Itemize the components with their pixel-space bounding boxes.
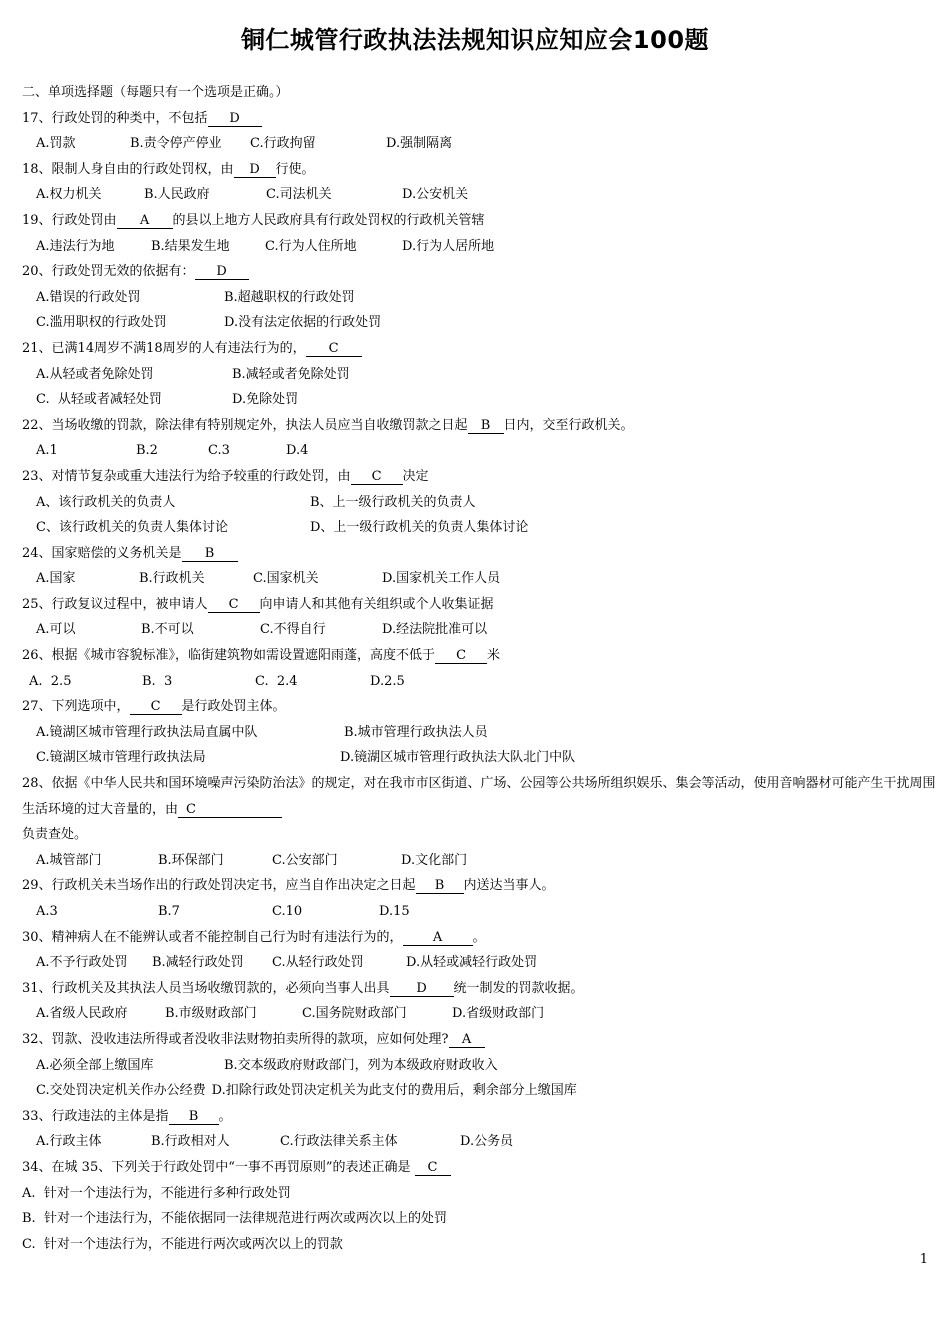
option-a: A、该行政机关的负责人 xyxy=(36,494,176,510)
question-22: 22、当场收缴的罚款，除法律有特别规定外，执法人员应当自收缴罚款之日起 B 日内，交至行政机关。 xyxy=(22,417,634,433)
option-d: D、上一级行政机关的负责人集体讨论 xyxy=(310,520,529,536)
option-c: C.从轻行政处罚 xyxy=(272,955,364,971)
answer-blank: C xyxy=(351,469,403,485)
question-30: 30、精神病人在不能辨认或者不能控制自己行为时有违法行为的， A 。 xyxy=(22,929,486,945)
options-27-cd xyxy=(22,745,937,771)
answer-blank: C xyxy=(208,597,260,613)
option-d: D.省级财政部门 xyxy=(452,1006,545,1022)
option-b: B、上一级行政机关的负责人 xyxy=(310,494,476,510)
question-32: 32、罚款、没收违法所得或者没收非法财物拍卖所得的款项，应如何处理? A xyxy=(22,1027,937,1053)
answer-blank: C xyxy=(306,341,362,357)
option-c: C.司法机关 xyxy=(266,187,332,203)
options-24 xyxy=(22,566,937,592)
options-21-ab xyxy=(22,362,937,388)
options-26 xyxy=(22,669,937,695)
option-b: B.超越职权的行政处罚 xyxy=(224,289,355,305)
option-b: B.结果发生地 xyxy=(151,238,230,254)
options-23-cd xyxy=(22,515,937,541)
option-a: A.权力机关 xyxy=(36,187,102,203)
options-29 xyxy=(22,899,937,925)
option-d: D.文化部门 xyxy=(401,852,468,868)
answer-blank: B xyxy=(169,1109,219,1125)
question-33: 33、行政违法的主体是指 B 。 xyxy=(22,1108,232,1124)
option-b: B.责令停产停业 xyxy=(130,136,222,152)
option-b: B.减轻行政处罚 xyxy=(152,955,244,971)
option-a: A.错误的行政处罚 xyxy=(36,289,141,305)
option-a: A.从轻或者免除处罚 xyxy=(36,366,154,382)
answer-blank: C xyxy=(178,802,282,818)
option-c: C.国务院财政部门 xyxy=(302,1006,407,1022)
option-d: D.免除处罚 xyxy=(232,392,299,408)
options-18 xyxy=(22,182,937,208)
page-number: 1 xyxy=(919,1252,928,1267)
option-c: C. 2.4 xyxy=(255,673,298,689)
options-21-cd xyxy=(22,387,937,413)
option-d: D.公安机关 xyxy=(402,187,469,203)
option-b: B.行政相对人 xyxy=(151,1134,230,1150)
option-d: D.镜湖区城市管理行政执法大队北门中队 xyxy=(340,750,576,766)
question-23: 23、对情节复杂或重大违法行为给予较重的行政处罚，由 C 决定 xyxy=(22,468,429,484)
option-c: C.行政法律关系主体 xyxy=(280,1134,398,1150)
question-20: 20、行政处罚无效的依据有： D xyxy=(22,259,937,285)
options-32-ab xyxy=(22,1053,937,1079)
options-23-ab xyxy=(22,490,937,516)
question-34: 34、在城 35、下列关于行政处罚中“一事不再罚原则”的表述正确是 C xyxy=(22,1155,937,1181)
option-c: C.行为人住所地 xyxy=(265,238,357,254)
option-a: A.1 xyxy=(36,443,58,459)
answer-blank: B xyxy=(468,418,504,434)
option-a: A.可以 xyxy=(36,622,76,638)
answer-blank: A xyxy=(403,930,473,946)
question-19: 19、行政处罚由 A 的县以上地方人民政府具有行政处罚权的行政机关管辖 xyxy=(22,212,485,228)
option-d: D.经法院批准可以 xyxy=(382,622,488,638)
option-d: D.扣除行政处罚决定机关为此支付的费用后，剩余部分上缴国库 xyxy=(211,1083,577,1099)
options-22 xyxy=(22,438,937,464)
option-c-line: C. 针对一个违法行为，不能进行两次或两次以上的罚款 xyxy=(22,1236,343,1252)
option-b: B.2 xyxy=(136,443,158,459)
option-b: B.人民政府 xyxy=(144,187,210,203)
options-32-cd xyxy=(22,1078,937,1104)
question-24: 24、国家赔偿的义务机关是 B xyxy=(22,541,937,567)
question-list xyxy=(22,80,937,1257)
question-28: 28、依据《中华人民共和国环境噪声污染防治法》的规定，对在我市市区街道、广场、公园等公共场所组织娱乐、集会等活动，使用音响器材可能产生干扰周围生活环境的过大音量的，由 C xyxy=(22,776,936,817)
answer-blank: D xyxy=(234,162,276,178)
question-29: 29、行政机关未当场作出的行政处罚决定书，应当自作出决定之日起 B 内送达当事人。 xyxy=(22,878,555,894)
answer-blank: A xyxy=(117,213,173,229)
options-25 xyxy=(22,617,937,643)
answer-blank: C xyxy=(130,699,182,715)
option-a: A. 2.5 xyxy=(29,673,72,689)
question-25: 25、行政复议过程中，被申请人 C 向申请人和其他有关组织或个人收集证据 xyxy=(22,596,494,612)
option-a: A.镜湖区城市管理行政执法局直属中队 xyxy=(36,724,258,740)
question-18: 18、限制人身自由的行政处罚权，由 D 行使。 xyxy=(22,161,315,177)
option-b: B.城市管理行政执法人员 xyxy=(344,724,488,740)
option-c: C.镜湖区城市管理行政执法局 xyxy=(36,750,206,766)
question-27: 27、下列选项中， C 是行政处罚主体。 xyxy=(22,699,286,715)
option-a: A.违法行为地 xyxy=(36,238,115,254)
option-b: B.交本级政府财政部门，列为本级政府财政收入 xyxy=(224,1057,498,1073)
answer-blank: B xyxy=(182,546,238,562)
option-a: A.必须全部上缴国库 xyxy=(36,1057,154,1073)
option-c: C.公安部门 xyxy=(272,852,338,868)
option-c: C. 从轻或者减轻处罚 xyxy=(36,392,162,408)
answer-blank: B xyxy=(416,878,464,894)
options-20-cd xyxy=(22,310,937,336)
option-b: B.行政机关 xyxy=(139,571,205,587)
answer-blank: A xyxy=(449,1032,485,1048)
options-20-ab xyxy=(22,285,937,311)
options-17 xyxy=(22,131,937,157)
option-a: A.不予行政处罚 xyxy=(36,955,128,971)
options-28 xyxy=(22,848,937,874)
option-b: B.减轻或者免除处罚 xyxy=(232,366,350,382)
option-c: C.不得自行 xyxy=(260,622,326,638)
option-b: B.环保部门 xyxy=(158,852,224,868)
option-b: B. 3 xyxy=(142,673,173,689)
option-d: D.公务员 xyxy=(460,1134,514,1150)
options-30 xyxy=(22,950,937,976)
option-d: D.行为人居所地 xyxy=(402,238,495,254)
option-d: D.国家机关工作人员 xyxy=(382,571,501,587)
option-d: D.4 xyxy=(286,443,309,459)
option-a: A.行政主体 xyxy=(36,1134,102,1150)
options-27-ab xyxy=(22,720,937,746)
options-33 xyxy=(22,1129,937,1155)
question-28-tail: 负责查处。 xyxy=(22,827,88,843)
option-c: C.国家机关 xyxy=(253,571,319,587)
option-b: B.市级财政部门 xyxy=(165,1006,257,1022)
question-17: 17、行政处罚的种类中，不包括 D xyxy=(22,106,937,132)
question-21: 21、已满14周岁不满18周岁的人有违法行为的， C xyxy=(22,336,937,362)
option-c: C.3 xyxy=(208,443,230,459)
option-c: C.交处罚决定机关作办公经费 xyxy=(36,1083,206,1099)
option-c: C.行政拘留 xyxy=(250,136,316,152)
option-a: A.罚款 xyxy=(36,136,76,152)
option-d: D.强制隔离 xyxy=(386,136,453,152)
answer-blank: D xyxy=(208,111,262,127)
options-19 xyxy=(22,234,937,260)
question-26: 26、根据《城市容貌标准》，临街建筑物如需设置遮阳雨蓬，高度不低于 C 米 xyxy=(22,648,501,664)
options-31 xyxy=(22,1001,937,1027)
option-b-line: B. 针对一个违法行为，不能依据同一法律规范进行两次或两次以上的处罚 xyxy=(22,1211,447,1227)
option-c: C、该行政机关的负责人集体讨论 xyxy=(36,520,228,536)
option-b: B.不可以 xyxy=(141,622,194,638)
option-d: D.从轻或减轻行政处罚 xyxy=(406,955,538,971)
answer-blank: C xyxy=(435,648,487,664)
option-a-line: A. 针对一个违法行为，不能进行多种行政处罚 xyxy=(22,1185,291,1201)
option-d: D.没有法定依据的行政处罚 xyxy=(224,315,382,331)
option-c: C.10 xyxy=(272,904,303,919)
section-heading: 二、单项选择题（每题只有一个选项是正确。） xyxy=(22,85,289,100)
option-a: A.国家 xyxy=(36,571,76,587)
option-b: B.7 xyxy=(158,904,180,919)
option-d: D.2.5 xyxy=(370,673,405,689)
option-c: C.滥用职权的行政处罚 xyxy=(36,315,167,331)
question-31: 31、行政机关及其执法人员当场收缴罚款的，必须向当事人出具 D 统一制发的罚款收据。 xyxy=(22,980,584,996)
answer-blank: D xyxy=(195,264,249,280)
answer-blank: C xyxy=(415,1160,451,1176)
document-title: 铜仁城管行政执法法规知识应知应会100题 xyxy=(240,26,710,54)
option-a: A.省级人民政府 xyxy=(36,1006,128,1022)
option-d: D.15 xyxy=(379,904,410,919)
option-a: A.城管部门 xyxy=(36,852,102,868)
answer-blank: D xyxy=(390,981,454,997)
option-a: A.3 xyxy=(36,904,58,919)
